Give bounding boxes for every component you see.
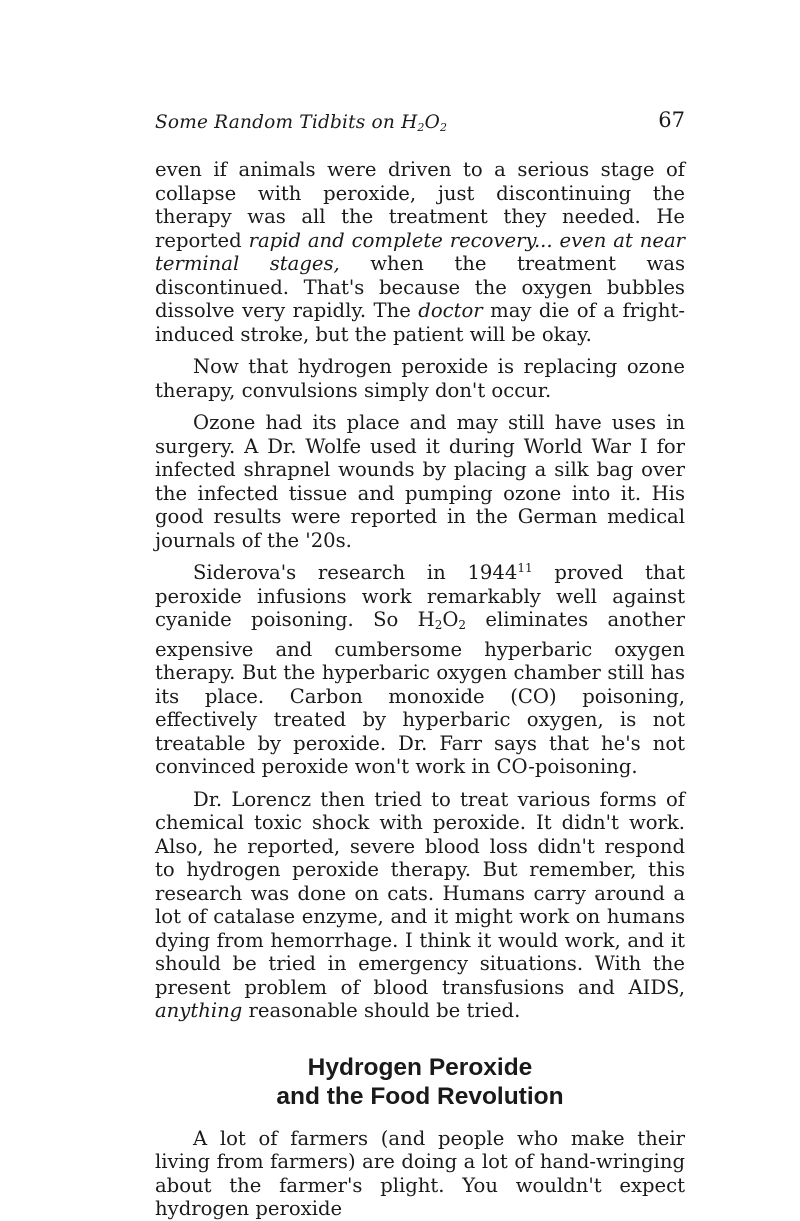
- paragraph-6: A lot of farmers (and people who make their living from farmers) are doing a lot of hand-wringing about the farmer's plight. You wouldn't expect hydrogen peroxide: [155, 1126, 685, 1220]
- paragraph-1: [155, 158, 685, 346]
- running-head: [155, 110, 685, 140]
- subscript: 2: [440, 121, 448, 134]
- paragraph-2: Now that hydrogen peroxide is replacing ozone therapy, convulsions simply don't occur.: [155, 355, 685, 402]
- section-heading-line: Hydrogen Peroxide: [307, 1053, 533, 1081]
- subscript: 2: [417, 121, 425, 134]
- paragraph-text: Dr. Lorencz then tried to treat various forms of chemical toxic shock with peroxide. It didn't work. Also, he reported, severe blood loss didn't respond to hydrogen peroxide therapy. But remember, this research was done on cats. Humans carry around a lot of catalase enzyme, and it might work on humans dying from hemorrhage. I think it would work, and it should be tried in emergency situations. With the present problem of blood transfusions and AIDS,: [155, 787, 685, 999]
- italic-text: doctor: [418, 299, 483, 322]
- running-head-title: [155, 112, 447, 134]
- body-text: [155, 158, 685, 1221]
- paragraph-4: [155, 561, 685, 779]
- paragraph-text: Siderova's research in 1944: [193, 561, 518, 584]
- running-head-title-text: Some Random Tidbits on H: [155, 112, 418, 133]
- paragraph-text: even if animals were driven to a serious stage of collapse with peroxide, just discontinuing the therapy was all the treatment they needed. He reported: [155, 158, 685, 252]
- paragraph-text: eliminates another expensive and cumbersome hyperbaric oxygen therapy. But the hyperbaric oxygen chamber still has its place. Carbon monoxide (CO) poisoning, effectively treated by hyperbaric oxygen, is not treatable by peroxide. Dr. Farr says that he's not convinced peroxide won't work in CO-poisoning.: [155, 608, 685, 778]
- paragraph-text: may die of a fright-induced stroke, but the patient will be okay.: [155, 299, 685, 346]
- section-heading: [155, 1053, 685, 1111]
- footnote-reference: 11: [517, 561, 533, 575]
- paragraph-5: [155, 788, 685, 1023]
- paragraph-text: O: [442, 608, 459, 631]
- paragraph-3: Ozone had its place and may still have uses in surgery. A Dr. Wolfe used it during World War I for infected shrapnel wounds by placing a silk bag over the infected tissue and pumping ozone into it. His good results were reported in the German medical journals of the '20s.: [155, 411, 685, 552]
- subscript: 2: [458, 618, 467, 632]
- section-heading-line: and the Food Revolution: [276, 1082, 564, 1110]
- paragraph-text: proved that peroxide infusions work remarkably well against cyanide poisoning. So H: [155, 561, 685, 631]
- italic-text: anything: [155, 999, 243, 1022]
- page-number: 67: [658, 108, 685, 132]
- paragraph-text: reasonable should be tried.: [242, 999, 521, 1022]
- subscript: 2: [434, 618, 443, 632]
- italic-text: rapid and complete recovery... even at near terminal stages,: [155, 228, 685, 275]
- running-head-title-text: O: [424, 112, 440, 133]
- paragraph-text: when the treatment was discontinued. That's because the oxygen bubbles dissolve very rapidly. The: [155, 252, 685, 322]
